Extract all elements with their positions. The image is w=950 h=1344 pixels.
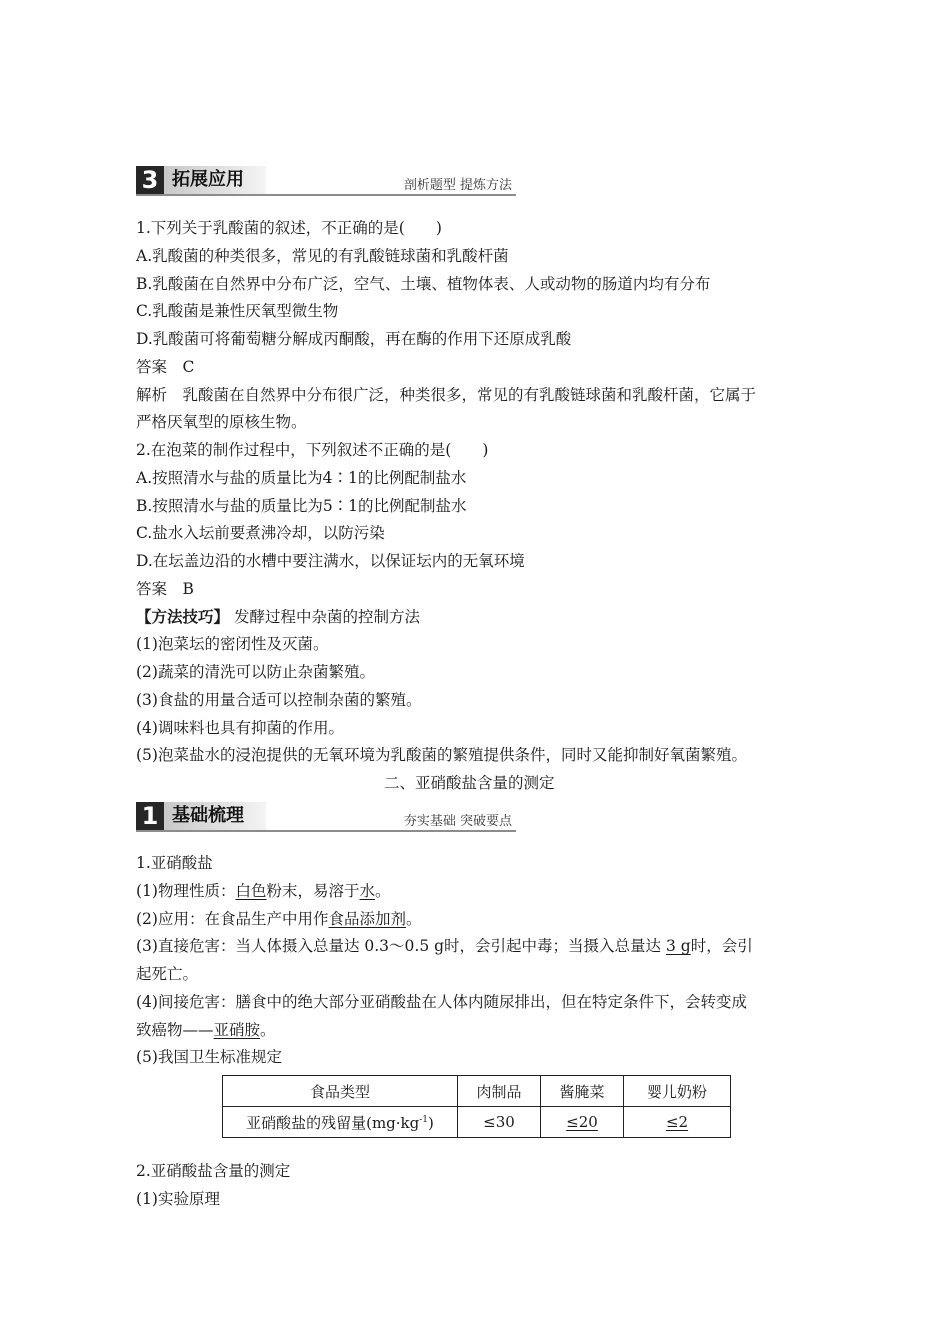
table-row xyxy=(223,1107,731,1138)
table-cell: ≤30 xyxy=(458,1107,541,1138)
text: 。 xyxy=(405,910,422,928)
section-rule xyxy=(136,194,516,196)
nitrite-heading: 1.亚硝酸盐 xyxy=(136,854,213,872)
q2-stem: 2.在泡菜的制作过程中，下列叙述不正确的是( ) xyxy=(136,441,489,459)
tips-item: (1)泡菜坛的密闭性及灭菌。 xyxy=(136,635,329,653)
text: ) xyxy=(428,1113,434,1132)
nitrite-standard-table xyxy=(222,1075,731,1138)
blank-answer: 白色 xyxy=(235,882,267,900)
measure-heading: 2.亚硝酸盐含量的测定 xyxy=(136,1162,291,1180)
text: (3)直接危害：当人体摄入总量达 0.3～0.5 g时，会引起中毒；当摄入总量达 xyxy=(136,937,666,955)
q2-option-c: C.盐水入坛前要煮沸冷却，以防污染 xyxy=(136,524,385,542)
tips-heading xyxy=(136,607,420,627)
superscript: -1 xyxy=(419,1114,429,1125)
q1-answer: 答案 C xyxy=(136,358,195,376)
q1-option-d: D.乳酸菌可将葡萄糖分解成丙酮酸，再在酶的作用下还原成乳酸 xyxy=(136,330,572,348)
tips-title: 发酵过程中杂菌的控制方法 xyxy=(233,608,420,626)
tips-item: (3)食盐的用量合适可以控制杂菌的繁殖。 xyxy=(136,691,422,709)
text: 时，会引 xyxy=(690,937,753,955)
part2-heading: 二、亚硝酸盐含量的测定 xyxy=(384,774,555,792)
q2-option-a: A.按照清水与盐的质量比为4∶1的比例配制盐水 xyxy=(136,469,467,487)
table-cell xyxy=(541,1107,624,1138)
section-title: 拓展应用 xyxy=(164,166,266,194)
blank-answer: 食品添加剂 xyxy=(328,910,406,928)
blank-answer: 水 xyxy=(359,882,376,900)
text: 粉末，易溶于 xyxy=(266,882,360,900)
text: 。 xyxy=(375,882,391,900)
blank-answer: ≤20 xyxy=(566,1113,598,1131)
nitrite-application xyxy=(136,909,422,929)
section-number: 1 xyxy=(136,802,164,830)
nitrite-direct-hazard xyxy=(136,936,753,956)
text: (1)物理性质： xyxy=(136,882,236,900)
text: 致癌物—— xyxy=(136,1021,214,1039)
tips-label: 【方法技巧】 xyxy=(136,608,230,626)
nitrite-indirect-hazard-cont xyxy=(136,1020,276,1040)
q1-stem: 1.下列关于乳酸菌的叙述，不正确的是( ) xyxy=(136,219,442,237)
nitrite-physical-property xyxy=(136,881,391,901)
table-header: 酱腌菜 xyxy=(541,1076,624,1107)
tips-item: (4)调味料也具有抑菌的作用。 xyxy=(136,719,344,737)
table-header: 婴儿奶粉 xyxy=(624,1076,731,1107)
tips-item: (5)泡菜盐水的浸泡提供的无氧环境为乳酸菌的繁殖提供条件，同时又能抑制好氧菌繁殖。 xyxy=(136,746,747,764)
table-header: 食品类型 xyxy=(223,1076,458,1107)
blank-answer: ≤2 xyxy=(665,1113,689,1131)
text: 亚硝酸盐的残留量(mg·kg xyxy=(246,1113,420,1132)
section-3-banner xyxy=(136,166,516,196)
nitrite-indirect-hazard: (4)间接危害：膳食中的绝大部分亚硝酸盐在人体内随尿排出，但在特定条件下，会转变成 xyxy=(136,993,747,1011)
blank-answer: 3 g xyxy=(665,937,691,955)
section-number: 3 xyxy=(136,166,164,194)
table-cell xyxy=(624,1107,731,1138)
table-header-row xyxy=(223,1076,731,1107)
blank-answer: 亚硝胺 xyxy=(213,1021,261,1039)
nitrite-standard: (5)我国卫生标准规定 xyxy=(136,1048,282,1066)
section-subtitle: 剖析题型 提炼方法 xyxy=(403,178,512,193)
section-rule xyxy=(136,830,516,832)
q1-analysis-line1: 解析 乳酸菌在自然界中分布很广泛，种类很多，常见的有乳酸链球菌和乳酸杆菌，它属于 xyxy=(136,386,757,404)
table-header: 肉制品 xyxy=(458,1076,541,1107)
text: (2)应用：在食品生产中用作 xyxy=(136,910,329,928)
section-title: 基础梳理 xyxy=(164,802,266,830)
q2-option-b: B.按照清水与盐的质量比为5∶1的比例配制盐水 xyxy=(136,497,467,515)
nitrite-direct-hazard-cont: 起死亡。 xyxy=(136,965,199,983)
measure-principle: (1)实验原理 xyxy=(136,1190,220,1208)
q1-option-a: A.乳酸菌的种类很多，常见的有乳酸链球菌和乳酸杆菌 xyxy=(136,247,509,265)
q1-option-b: B.乳酸菌在自然界中分布广泛，空气、土壤、植物体表、人或动物的肠道内均有分布 xyxy=(136,275,711,293)
text: 。 xyxy=(260,1021,276,1039)
q2-answer: 答案 B xyxy=(136,580,194,598)
q2-option-d: D.在坛盖边沿的水槽中要注满水，以保证坛内的无氧环境 xyxy=(136,552,525,570)
table-row-label xyxy=(223,1107,458,1138)
q1-option-c: C.乳酸菌是兼性厌氧型微生物 xyxy=(136,302,339,320)
tips-item: (2)蔬菜的清洗可以防止杂菌繁殖。 xyxy=(136,663,375,681)
q1-analysis-line2: 严格厌氧型的原核生物。 xyxy=(136,413,307,431)
section-1-banner xyxy=(136,802,516,832)
section-subtitle: 夯实基础 突破要点 xyxy=(403,814,512,829)
